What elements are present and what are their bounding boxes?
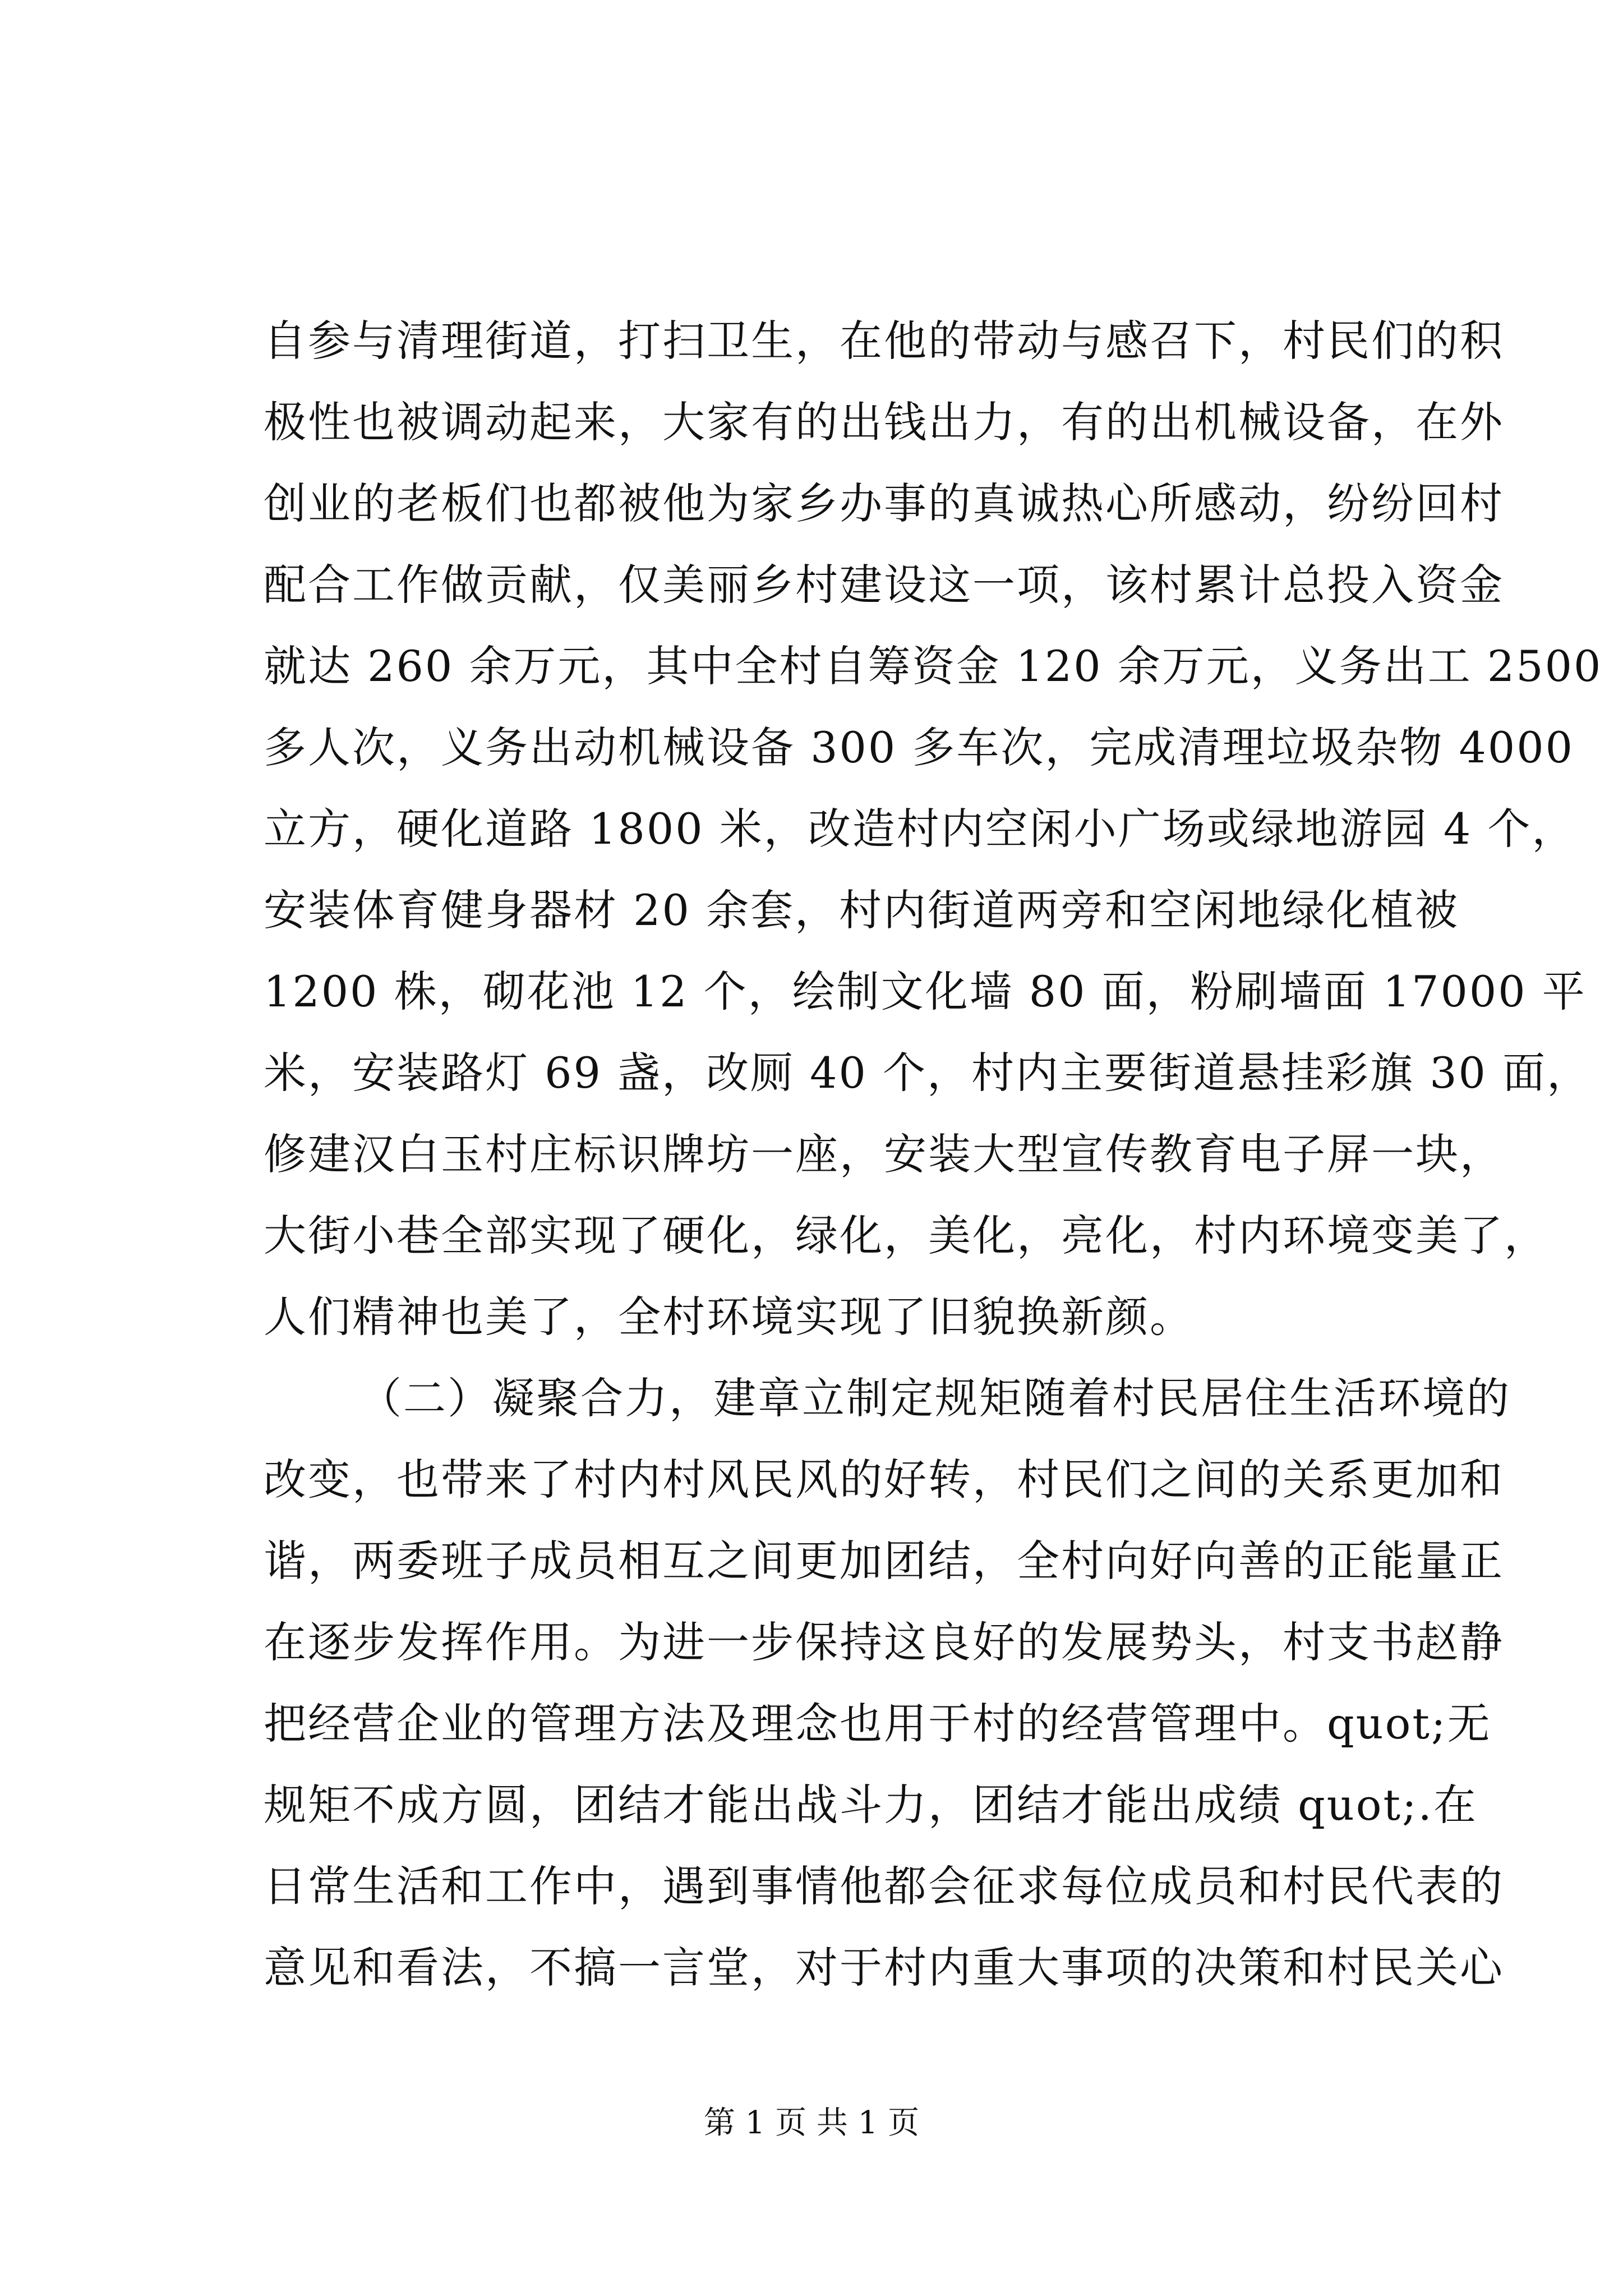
text-line-paragraph-end: 人们精神也美了，全村环境实现了旧貌换新颜。 xyxy=(264,1292,1194,1342)
page-footer xyxy=(0,2104,1623,2143)
text-line: 多人次，义务出动机械设备 300 多车次，完成清理垃圾杂物 4000 xyxy=(264,723,1574,772)
text-line: 改变，也带来了村内村风民风的好转，村民们之间的关系更加和 xyxy=(264,1455,1504,1504)
text-line: 创业的老板们也都被他为家乡办事的真诚热心所感动，纷纷回村 xyxy=(264,478,1504,528)
text-line: 把经营企业的管理方法及理念也用于村的经营管理中。quot;无 xyxy=(264,1699,1492,1749)
text-line: 在逐步发挥作用。为进一步保持这良好的发展势头，村支书赵静 xyxy=(264,1617,1504,1667)
text-line: 大街小巷全部实现了硬化，绿化，美化，亮化，村内环境变美了， xyxy=(264,1211,1548,1260)
body-text xyxy=(264,300,1603,2008)
text-line-paragraph-start: （二）凝聚合力，建章立制定规矩随着村民居住生活环境的 xyxy=(359,1373,1511,1423)
text-line: 就达 260 余万元，其中全村自筹资金 120 余万元，义务出工 2500 xyxy=(264,641,1603,691)
text-line: 安装体育健身器材 20 余套，村内街道两旁和空闲地绿化植被 xyxy=(264,885,1460,935)
text-line: 日常生活和工作中，遇到事情他都会征求每位成员和村民代表的 xyxy=(264,1861,1504,1911)
page-number: 第 1 页 共 1 页 xyxy=(703,2105,920,2141)
text-line: 谐，两委班子成员相互之间更加团结，全村向好向善的正能量正 xyxy=(264,1536,1504,1586)
text-line: 规矩不成方圆，团结才能出战斗力，团结才能出成绩 quot;.在 xyxy=(264,1780,1478,1830)
text-line: 自参与清理街道，打扫卫生，在他的带动与感召下，村民们的积 xyxy=(264,316,1504,366)
text-line: 米，安装路灯 69 盏，改厕 40 个，村内主要街道悬挂彩旗 30 面， xyxy=(264,1048,1592,1098)
text-line: 意见和看法，不搞一言堂，对于村内重大事项的决策和村民关心 xyxy=(264,1943,1504,1993)
text-line: 立方，硬化道路 1800 米，改造村内空闲小广场或绿地游园 4 个， xyxy=(264,804,1576,854)
text-line: 配合工作做贡献，仅美丽乡村建设这一项，该村累计总投入资金 xyxy=(264,560,1504,610)
text-line: 极性也被调动起来，大家有的出钱出力，有的出机械设备，在外 xyxy=(264,397,1504,447)
text-line: 1200 株，砌花池 12 个，绘制文化墙 80 面，粉刷墙面 17000 平 xyxy=(264,967,1587,1016)
text-line: 修建汉白玉村庄标识牌坊一座，安装大型宣传教育电子屏一块， xyxy=(264,1129,1504,1179)
